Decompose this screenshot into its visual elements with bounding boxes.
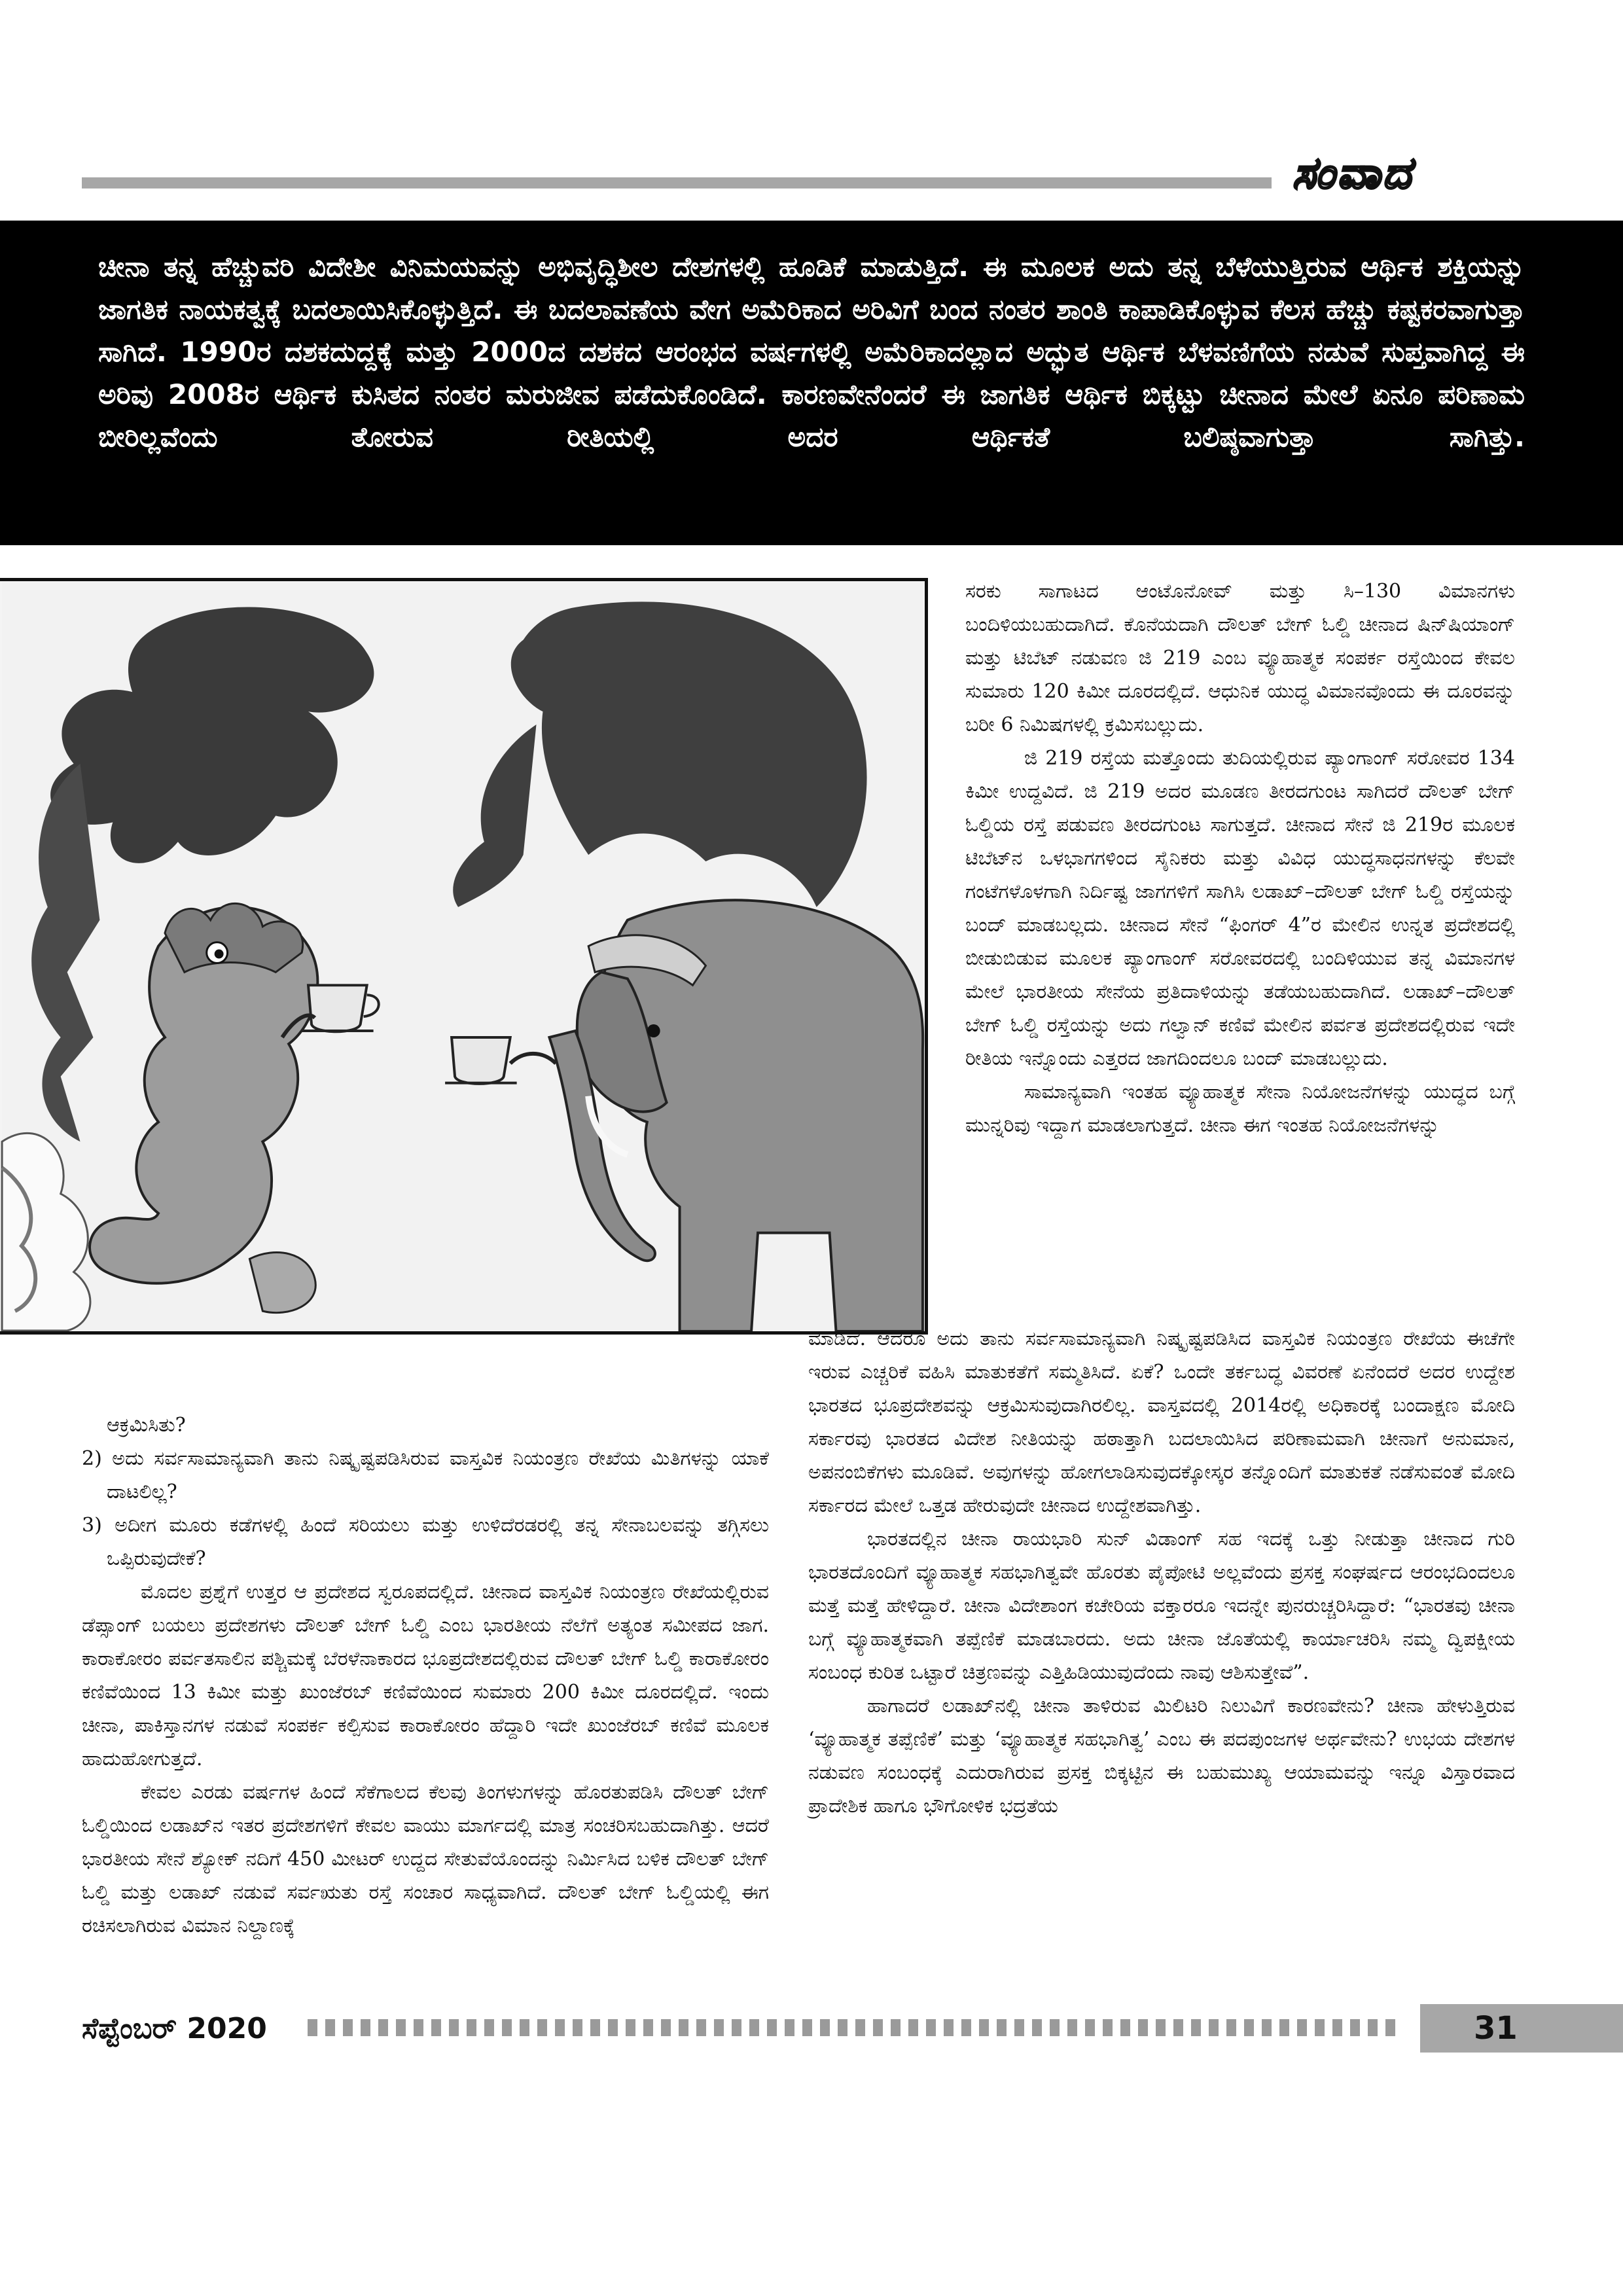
question-item: 3) ಅದೀಗ ಮೂರು ಕಡೆಗಳಲ್ಲಿ ಹಿಂದೆ ಸರಿಯಲು ಮತ್ತು ಉಳಿದೆರಡರಲ್ಲಿ ತನ್ನ ಸೇನಾಬಲವನ್ನು ತಗ್ಗಿಸಲು ಒಪ್ಪಿರುವುದೇಕೆ? xyxy=(82,1514,769,1570)
illustration-dragon-elephant xyxy=(0,578,928,1335)
right-column xyxy=(965,575,1515,1142)
wide-paragraph: ಮಾಡಿದೆ. ಆದರೂ ಅದು ತಾನು ಸರ್ವಸಾಮಾನ್ಯವಾಗಿ ನಿಷ್ಕೃಷ್ಟಪಡಿಸಿದ ವಾಸ್ತವಿಕ ನಿಯಂತ್ರಣ ರೇಖೆಯ ಈಚೆಗೇ ಇರುವ ಎಚ್ಚರಿಕೆ ವಹಿಸಿ ಮಾತುಕತೆಗೆ ಸಮ್ಮತಿಸಿದೆ. ಏಕೆ? ಒಂದೇ ತರ್ಕಬದ್ಧ ವಿವರಣೆ ಏನೆಂದರೆ ಅದರ ಉದ್ದೇಶ ಭಾರತದ ಭೂಪ್ರದೇಶವನ್ನು ಆಕ್ರಮಿಸುವುದಾಗಿರಲಿಲ್ಲ. ವಾಸ್ತವದಲ್ಲಿ 2014ರಲ್ಲಿ ಅಧಿಕಾರಕ್ಕೆ ಬಂದಾಕ್ಷಣ ಮೋದಿ ಸರ್ಕಾರವು ಭಾರತದ ವಿದೇಶ ನೀತಿಯನ್ನು ಹಠಾತ್ತಾಗಿ ಬದಲಾಯಿಸಿದ ಪರಿಣಾಮವಾಗಿ ಚೀನಾಗೆ ಅನುಮಾನ, ಅಪನಂಬಿಕೆಗಳು ಮೂಡಿವೆ. ಅವುಗಳನ್ನು ಹೋಗಲಾಡಿಸುವುದಕ್ಕೋಸ್ಕರ ತನ್ನೊಂದಿಗೆ ಮಾತುಕತೆ ನಡೆಸುವಂತೆ ಮೋದಿ ಸರ್ಕಾರದ ಮೇಲೆ ಒತ್ತಡ ಹೇರುವುದೇ ಚೀನಾದ ಉದ್ದೇಶವಾಗಿತ್ತು. xyxy=(808,1327,1515,1517)
header-rule xyxy=(82,177,1272,188)
left-paragraph: ಮೊದಲ ಪ್ರಶ್ನೆಗೆ ಉತ್ತರ ಆ ಪ್ರದೇಶದ ಸ್ವರೂಪದಲ್ಲಿದೆ. ಚೀನಾದ ವಾಸ್ತವಿಕ ನಿಯಂತ್ರಣ ರೇಖೆಯಲ್ಲಿರುವ ಡೆಪ್ಸಾಂಗ್ ಬಯಲು ಪ್ರದೇಶಗಳು ದೌಲತ್ ಬೇಗ್ ಓಲ್ಡಿ ಎಂಬ ಭಾರತೀಯ ನೆಲೆಗೆ ಅತ್ಯಂತ ಸಮೀಪದ ಜಾಗ. ಕಾರಾಕೋರಂ ಪರ್ವತಸಾಲಿನ ಪಶ್ಚಿಮಕ್ಕೆ ಬೆರಳೆನಾಕಾರದ ಭೂಪ್ರದೇಶದಲ್ಲಿರುವ ದೌಲತ್ ಬೇಗ್ ಓಲ್ಡಿ ಕಾರಾಕೋರಂ ಕಣಿವೆಯಿಂದ 13 ಕಿಮೀ ಮತ್ತು ಖುಂಜೆರಬ್ ಕಣಿವೆಯಿಂದ ಸುಮಾರು 200 ಕಿಮೀ ದೂರದಲ್ಲಿದೆ. ಇಂದು ಚೀನಾ, ಪಾಕಿಸ್ತಾನಗಳ ನಡುವೆ ಸಂಪರ್ಕ ಕಲ್ಪಿಸುವ ಕಾರಾಕೋರಂ ಹೆದ್ದಾರಿ ಇದೇ ಖುಂಜೆರಬ್ ಕಣಿವೆ ಮೂಲಕ ಹಾದುಹೋಗುತ್ತದೆ. xyxy=(82,1581,769,1770)
dragon-elephant-drawing xyxy=(0,581,925,1331)
left-column xyxy=(82,1408,769,1943)
left-paragraph: ಕೇವಲ ಎರಡು ವರ್ಷಗಳ ಹಿಂದೆ ಸೆಕೆಗಾಲದ ಕೆಲವು ತಿಂಗಳುಗಳನ್ನು ಹೊರತುಪಡಿಸಿ ದೌಲತ್ ಬೇಗ್ ಓಲ್ಡಿಯಿಂದ ಲಡಾಖ್‌ನ ಇತರ ಪ್ರದೇಶಗಳಿಗೆ ಕೇವಲ ವಾಯು ಮಾರ್ಗದಲ್ಲಿ ಮಾತ್ರ ಸಂಚರಿಸಬಹುದಾಗಿತ್ತು. ಆದರೆ ಭಾರತೀಯ ಸೇನೆ ಶ್ಯೋಕ್ ನದಿಗೆ 450 ಮೀಟರ್ ಉದ್ದದ ಸೇತುವೆಯೊಂದನ್ನು ನಿರ್ಮಿಸಿದ ಬಳಿಕ ದೌಲತ್ ಬೇಗ್ ಓಲ್ಡಿ ಮತ್ತು ಲಡಾಖ್ ನಡುವೆ ಸರ್ವಋತು ರಸ್ತೆ ಸಂಚಾರ ಸಾಧ್ಯವಾಗಿದೆ. ದೌಲತ್ ಬೇಗ್ ಓಲ್ಡಿಯಲ್ಲಿ ಈಗ ರಚಿಸಲಾಗಿರುವ ವಿಮಾನ ನಿಲ್ದಾಣಕ್ಕೆ xyxy=(82,1781,769,1937)
issue-date: ಸೆಪ್ಟೆಂಬರ್ 2020 xyxy=(82,2012,267,2045)
wide-paragraph: ಭಾರತದಲ್ಲಿನ ಚೀನಾ ರಾಯಭಾರಿ ಸುನ್ ವಿಡಾಂಗ್ ಸಹ ಇದಕ್ಕೆ ಒತ್ತು ನೀಡುತ್ತಾ ಚೀನಾದ ಗುರಿ ಭಾರತದೊಂದಿಗೆ ವ್ಯೂಹಾತ್ಮಕ ಸಹಭಾಗಿತ್ವವೇ ಹೊರತು ಪೈಪೋಟಿ ಅಲ್ಲವೆಂದು ಪ್ರಸಕ್ತ ಸಂಘರ್ಷದ ಆರಂಭದಿಂದಲೂ ಮತ್ತೆ ಮತ್ತೆ ಹೇಳಿದ್ದಾರೆ. ಚೀನಾ ವಿದೇಶಾಂಗ ಕಚೇರಿಯ ವಕ್ತಾರರೂ ಇದನ್ನೇ ಪುನರುಚ್ಚರಿಸಿದ್ದಾರೆ: “ಭಾರತವು ಚೀನಾ ಬಗ್ಗೆ ವ್ಯೂಹಾತ್ಮಕವಾಗಿ ತಪ್ಪೆಣಿಕೆ ಮಾಡಬಾರದು. ಅದು ಚೀನಾ ಜೊತೆಯಲ್ಲಿ ಕಾರ್ಯಾಚರಿಸಿ ನಮ್ಮ ದ್ವಿಪಕ್ಷೀಯ ಸಂಬಂಧ ಕುರಿತ ಒಟ್ಟಾರೆ ಚಿತ್ರಣವನ್ನು ಎತ್ತಿಹಿಡಿಯುವುದೆಂದು ನಾವು ಆಶಿಸುತ್ತೇವೆ”. xyxy=(808,1528,1515,1684)
masthead-title: ಸಂವಾದ xyxy=(1293,148,1414,198)
question-lead: ಆಕ್ರಮಿಸಿತು? xyxy=(107,1414,186,1437)
wide-paragraph: ಹಾಗಾದರೆ ಲಡಾಖ್‌ನಲ್ಲಿ ಚೀನಾ ತಾಳಿರುವ ಮಿಲಿಟರಿ ನಿಲುವಿಗೆ ಕಾರಣವೇನು? ಚೀನಾ ಹೇಳುತ್ತಿರುವ ‘ವ್ಯೂಹಾತ್ಮಕ ತಪ್ಪೆಣಿಕೆ’ ಮತ್ತು ‘ವ್ಯೂಹಾತ್ಮಕ ಸಹಭಾಗಿತ್ವ’ ಎಂಬ ಈ ಪದಪುಂಜಗಳ ಅರ್ಥವೇನು? ಉಭಯ ದೇಶಗಳ ನಡುವಣ ಸಂಬಂಧಕ್ಕೆ ಎದುರಾಗಿರುವ ಪ್ರಸಕ್ತ ಬಿಕ್ಕಟ್ಟಿನ ಈ ಬಹುಮುಖ್ಯ ಆಯಾಮವನ್ನು ಇನ್ನೂ ವಿಸ್ತಾರವಾದ ಪ್ರಾದೇಶಿಕ ಹಾಗೂ ಭೌಗೋಳಿಕ ಭದ್ರತೆಯ xyxy=(808,1695,1515,1818)
right-paragraph: ಸರಕು ಸಾಗಾಟದ ಆಂಟೊನೋವ್ ಮತ್ತು ಸಿ–130 ವಿಮಾನಗಳು ಬಂದಿಳಿಯಬಹುದಾಗಿದೆ. ಕೊನೆಯದಾಗಿ ದೌಲತ್ ಬೇಗ್ ಓಲ್ಡಿ ಚೀನಾದ ಷಿನ್‌ಷಿಯಾಂಗ್ ಮತ್ತು ಟಿಬೆಟ್ ನಡುವಣ ಜಿ 219 ಎಂಬ ವ್ಯೂಹಾತ್ಮಕ ಸಂಪರ್ಕ ರಸ್ತೆಯಿಂದ ಕೇವಲ ಸುಮಾರು 120 ಕಿಮೀ ದೂರದಲ್ಲಿದೆ. ಆಧುನಿಕ ಯುದ್ಧ ವಿಮಾನವೊಂದು ಈ ದೂರವನ್ನು ಬರೀ 6 ನಿಮಿಷಗಳಲ್ಲಿ ಕ್ರಮಿಸಬಲ್ಲುದು. xyxy=(965,580,1515,736)
right-paragraph: ಸಾಮಾನ್ಯವಾಗಿ ಇಂತಹ ವ್ಯೂಹಾತ್ಮಕ ಸೇನಾ ನಿಯೋಜನೆಗಳನ್ನು ಯುದ್ಧದ ಬಗ್ಗೆ ಮುನ್ನರಿವು ಇದ್ದಾಗ ಮಾಡಲಾಗುತ್ತದೆ. ಚೀನಾ ಈಗ ಇಂತಹ ನಿಯೋಜನೆಗಳನ್ನು xyxy=(965,1081,1515,1137)
right-paragraph: ಜಿ 219 ರಸ್ತೆಯ ಮತ್ತೊಂದು ತುದಿಯಲ್ಲಿರುವ ಪ್ಯಾಂಗಾಂಗ್ ಸರೋವರ 134 ಕಿಮೀ ಉದ್ದವಿದೆ. ಜಿ 219 ಅದರ ಮೂಡಣ ತೀರದಗುಂಟ ಸಾಗಿದರೆ ದೌಲತ್ ಬೇಗ್ ಓಲ್ಡಿಯ ರಸ್ತೆ ಪಡುವಣ ತೀರದಗುಂಟ ಸಾಗುತ್ತದೆ. ಚೀನಾದ ಸೇನೆ ಜಿ 219ರ ಮೂಲಕ ಟಿಬೆಟ್‌ನ ಒಳಭಾಗಗಳಿಂದ ಸೈನಿಕರು ಮತ್ತು ವಿವಿಧ ಯುದ್ಧಸಾಧನಗಳನ್ನು ಕೆಲವೇ ಗಂಟೆಗಳೊಳಗಾಗಿ ನಿರ್ದಿಷ್ಟ ಜಾಗಗಳಿಗೆ ಸಾಗಿಸಿ ಲಡಾಖ್–ದೌಲತ್ ಬೇಗ್ ಓಲ್ಡಿ ರಸ್ತೆಯನ್ನು ಬಂದ್ ಮಾಡಬಲ್ಲದು. ಚೀನಾದ ಸೇನೆ “ಫಿಂಗರ್ 4”ರ ಮೇಲಿನ ಉನ್ನತ ಪ್ರದೇಶದಲ್ಲಿ ಬೀಡುಬಿಡುವ ಮೂಲಕ ಪ್ಯಾಂಗಾಂಗ್ ಸರೋವರದಲ್ಲಿ ಬಂದಿಳಿಯುವ ತನ್ನ ವಿಮಾನಗಳ ಮೇಲೆ ಭಾರತೀಯ ಸೇನೆಯ ಪ್ರತಿದಾಳಿಯನ್ನು ತಡೆಯಬಹುದಾಗಿದೆ. ಲಡಾಖ್–ದೌಲತ್ ಬೇಗ್ ಓಲ್ಡಿ ರಸ್ತೆಯನ್ನು ಅದು ಗಲ್ವಾನ್ ಕಣಿವೆ ಮೇಲಿನ ಪರ್ವತ ಪ್ರದೇಶದಲ್ಲಿರುವ ಇದೇ ರೀತಿಯ ಇನ್ನೊಂದು ಎತ್ತರದ ಜಾಗದಿಂದಲೂ ಬಂದ್ ಮಾಡಬಲ್ಲುದು. xyxy=(965,747,1515,1070)
page-number: 31 xyxy=(1420,2004,1623,2053)
wide-column xyxy=(808,1322,1515,1823)
intro-box xyxy=(0,221,1623,545)
question-item: 2) ಅದು ಸರ್ವಸಾಮಾನ್ಯವಾಗಿ ತಾನು ನಿಷ್ಕೃಷ್ಟಪಡಿಸಿರುವ ವಾಸ್ತವಿಕ ನಿಯಂತ್ರಣ ರೇಖೆಯ ಮಿತಿಗಳನ್ನು ಯಾಕೆ ದಾಟಲಿಲ್ಲ? xyxy=(82,1447,769,1503)
footer-dotted-rule xyxy=(308,2019,1399,2036)
intro-text: ಚೀನಾ ತನ್ನ ಹೆಚ್ಚುವರಿ ವಿದೇಶೀ ವಿನಿಮಯವನ್ನು ಅಭಿವೃದ್ಧಿಶೀಲ ದೇಶಗಳಲ್ಲಿ ಹೂಡಿಕೆ ಮಾಡುತ್ತಿದೆ. ಈ ಮೂಲಕ ಅದು ತನ್ನ ಬೆಳೆಯುತ್ತಿರುವ ಆರ್ಥಿಕ ಶಕ್ತಿಯನ್ನು ಜಾಗತಿಕ ನಾಯಕತ್ವಕ್ಕೆ ಬದಲಾಯಿಸಿಕೊಳ್ಳುತ್ತಿದೆ. ಈ ಬದಲಾವಣೆಯ ವೇಗ ಅಮೆರಿಕಾದ ಅರಿವಿಗೆ ಬಂದ ನಂತರ ಶಾಂತಿ ಕಾಪಾಡಿಕೊಳ್ಳುವ ಕೆಲಸ ಹೆಚ್ಚು ಕಷ್ಟಕರವಾಗುತ್ತಾ ಸಾಗಿದೆ. 1990ರ ದಶಕದುದ್ದಕ್ಕೆ ಮತ್ತು 2000ದ ದಶಕದ ಆರಂಭದ ವರ್ಷಗಳಲ್ಲಿ ಅಮೆರಿಕಾದಲ್ಲಾದ ಅದ್ಭುತ ಆರ್ಥಿಕ ಬೆಳವಣಿಗೆಯ ನಡುವೆ ಸುಪ್ತವಾಗಿದ್ದ ಈ ಅರಿವು 2008ರ ಆರ್ಥಿಕ ಕುಸಿತದ ನಂತರ ಮರುಜೀವ ಪಡೆದುಕೊಂಡಿದೆ. ಕಾರಣವೇನೆಂದರೆ ಈ ಜಾಗತಿಕ ಆರ್ಥಿಕ ಬಿಕ್ಕಟ್ಟು ಚೀನಾದ ಮೇಲೆ ಏನೂ ಪರಿಣಾಮ ಬೀರಿಲ್ಲವೆಂದು ತೋರುವ ರೀತಿಯಲ್ಲಿ ಅದರ ಆರ್ಥಿಕತೆ ಬಲಿಷ್ಠವಾಗುತ್ತಾ ಸಾಗಿತ್ತು. xyxy=(98,251,1525,453)
